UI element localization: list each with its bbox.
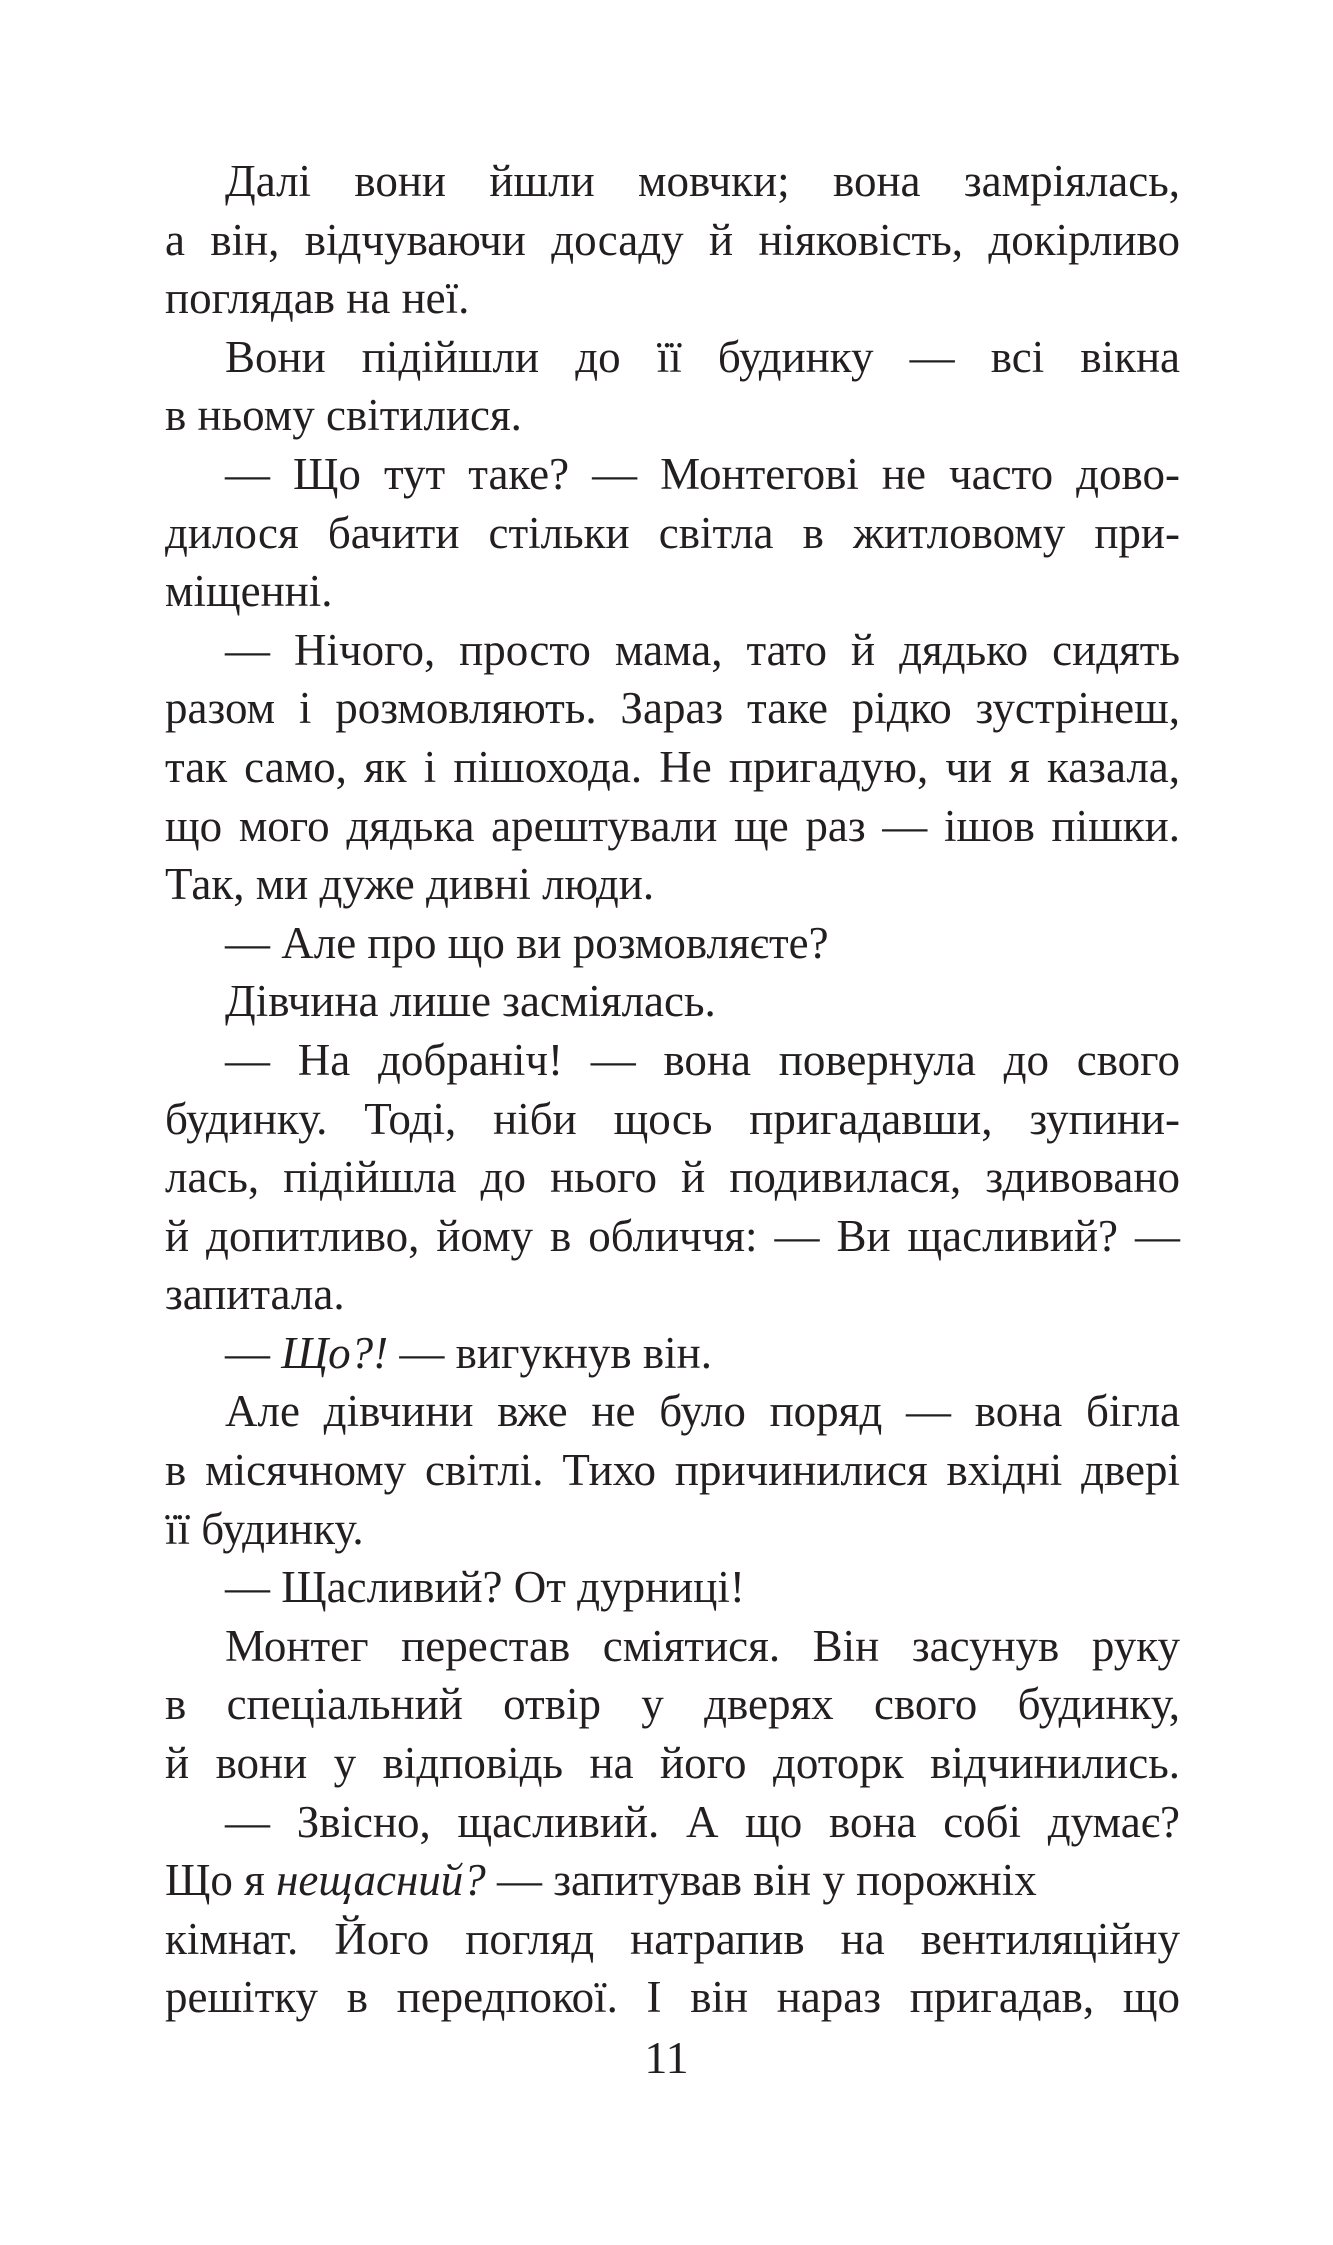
text-line: так само, як і пішохода. Не пригадую, чи я казала, [165,741,1180,792]
body-text [165,152,1180,2027]
text-line: решітку в передпокої. І він нараз пригадав, що [165,1972,1180,2023]
text-line: міщенні. [165,566,333,617]
text-line: в ньому світилися. [165,390,522,441]
text-line: будинку. Тоді, ніби щось пригадавши, зупини- [165,1093,1180,1144]
italic-word: нещасний? [276,1855,486,1906]
text-line: а він, відчуваючи досаду й ніяковість, докірливо [165,214,1180,265]
text-line: кімнат. Його погляд натрапив на вентиляційну [165,1913,1180,1964]
text-line: — Звісно, щасливий. А що вона собі думає? [225,1796,1180,1847]
text-line: й допитливо, йому в обличчя: — Ви щасливий? — [165,1210,1180,1261]
text-line: запитала. [165,1269,345,1320]
text-line: лась, підійшла до нього й подивилася, здивовано [165,1152,1180,1203]
text-line: — На добраніч! — вона повернула до свого [225,1034,1180,1085]
italic-exclamation: Що?! [281,1327,389,1378]
text-line: — Нічого, просто мама, тато й дядько сидять [225,624,1180,675]
line-start: Що я [165,1855,277,1906]
text-line: що мого дядька арештували ще раз — ішов пішки. [165,800,1180,851]
line-rest: — вигукнув він. [388,1327,712,1378]
text-line: поглядав на неї. [165,273,470,324]
text-line: в спеціальний отвір у дверях свого будинку, [165,1679,1180,1730]
text-line: Вони підійшли до її будинку — всі вікна [225,331,1180,382]
text-line [165,1851,1180,1910]
page-number: 11 [644,2032,689,2083]
text-line: Але дівчини вже не було поряд — вона бігла [225,1386,1180,1437]
text-line: — Щасливий? От дурниці! [225,1562,745,1613]
text-line: Так, ми дуже дивні люди. [165,859,655,910]
text-line: Монтег перестав сміятися. Він засунув руку [225,1620,1180,1671]
text-line: Дівчина лише засміялась. [225,976,716,1027]
text-line: дилося бачити стільки світла в житловому при- [165,507,1180,558]
line-end: — запитував він у порожніх [485,1855,1037,1906]
text-line: й вони у відповідь на його доторк відчинились. [165,1738,1180,1789]
text-line: — Але про що ви розмовляєте? [225,917,829,968]
text-line: разом і розмовляють. Зараз таке рідко зустрінеш, [165,683,1180,734]
text-line [165,1324,1180,1383]
text-line: — Що тут таке? — Монтегові не часто дово- [225,448,1180,499]
text-line: в місячному світлі. Тихо причинилися вхідні двері [165,1445,1180,1496]
text-line: Далі вони йшли мовчки; вона замріялась, [225,156,1180,206]
text-line: її будинку. [165,1503,364,1554]
dash: — [225,1327,270,1378]
